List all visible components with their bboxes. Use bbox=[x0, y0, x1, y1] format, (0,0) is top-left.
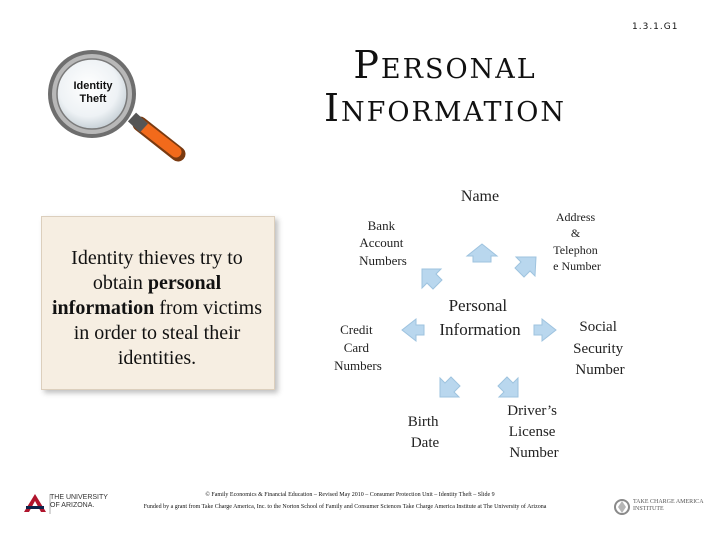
footer-funding: Funded by a grant from Take Charge America, Inc. to the Norton School of Family and Consumer Sciences Take Charge America Institute at The University of Arizona bbox=[143, 504, 547, 510]
node-bank-line-2: Account bbox=[359, 235, 404, 250]
node-credit-line-1: Credit bbox=[340, 322, 373, 337]
node-ssn-line-3: Number bbox=[575, 362, 625, 378]
node-license-line-1: Driver’s bbox=[507, 403, 557, 419]
node-birth-line-1: Birth bbox=[407, 414, 439, 430]
node-address-line-4: e Number bbox=[553, 259, 601, 273]
sponsor-line-2: INSTITUTE bbox=[633, 506, 664, 512]
node-name: Name bbox=[460, 188, 500, 205]
intro-text bbox=[48, 246, 266, 371]
arrow-to-credit bbox=[402, 319, 424, 341]
center-line-2: Information bbox=[439, 320, 521, 339]
node-bank-account bbox=[359, 218, 407, 268]
arrow-to-birth bbox=[440, 377, 460, 397]
badge-label: Identity Theft bbox=[73, 80, 113, 105]
sponsor-name bbox=[633, 499, 704, 513]
node-bank-line-1: Bank bbox=[367, 218, 396, 233]
arrow-to-ssn bbox=[534, 319, 556, 341]
title-line-2: Information bbox=[324, 86, 566, 130]
footer-copyright: © Family Economics & Financial Education – Revised May 2010 – Consumer Protection Unit – Identity Theft – Slide 9 bbox=[205, 492, 495, 498]
arrow-to-bank bbox=[422, 269, 442, 289]
node-bank-line-3: Numbers bbox=[359, 253, 407, 268]
node-credit-line-2: Card bbox=[343, 340, 370, 355]
node-birth-line-2: Date bbox=[410, 435, 440, 451]
intro-text-bold: personal information bbox=[52, 272, 222, 319]
node-address-line-1: Address bbox=[555, 210, 596, 224]
node-credit-card bbox=[334, 322, 382, 373]
university-line-2: OF ARIZONA. bbox=[50, 502, 95, 509]
title-line-1: Personal bbox=[353, 43, 537, 87]
intro-text-pre: Identity thieves try to obtain bbox=[71, 247, 243, 294]
node-social-security bbox=[573, 319, 627, 378]
arrow-to-name bbox=[467, 244, 497, 262]
node-license-line-2: License bbox=[508, 424, 556, 440]
node-address-line-2: & bbox=[570, 226, 581, 240]
node-address-line-3: Telephon bbox=[553, 243, 598, 257]
node-license-line-3: Number bbox=[509, 445, 559, 461]
university-line-1: THE UNIVERSITY bbox=[50, 494, 108, 501]
node-drivers-license bbox=[507, 403, 560, 461]
page-title bbox=[300, 44, 590, 130]
node-address-phone bbox=[553, 210, 601, 273]
center-line-1: Personal bbox=[448, 296, 508, 315]
node-ssn-line-1: Social bbox=[579, 319, 617, 335]
node-credit-line-3: Numbers bbox=[334, 358, 382, 373]
slide-code: 1.3.1.G1 bbox=[632, 22, 679, 32]
node-ssn-line-2: Security bbox=[573, 341, 624, 357]
personal-info-diagram bbox=[300, 160, 660, 480]
intro-text-post: from victims in order to steal their identities. bbox=[73, 297, 262, 369]
center-node-label bbox=[439, 296, 521, 339]
arrow-to-address bbox=[515, 257, 536, 277]
node-birth-date bbox=[408, 414, 443, 451]
arrow-to-license bbox=[498, 377, 518, 397]
sponsor-line-1: TAKE CHARGE AMERICA bbox=[633, 499, 704, 505]
